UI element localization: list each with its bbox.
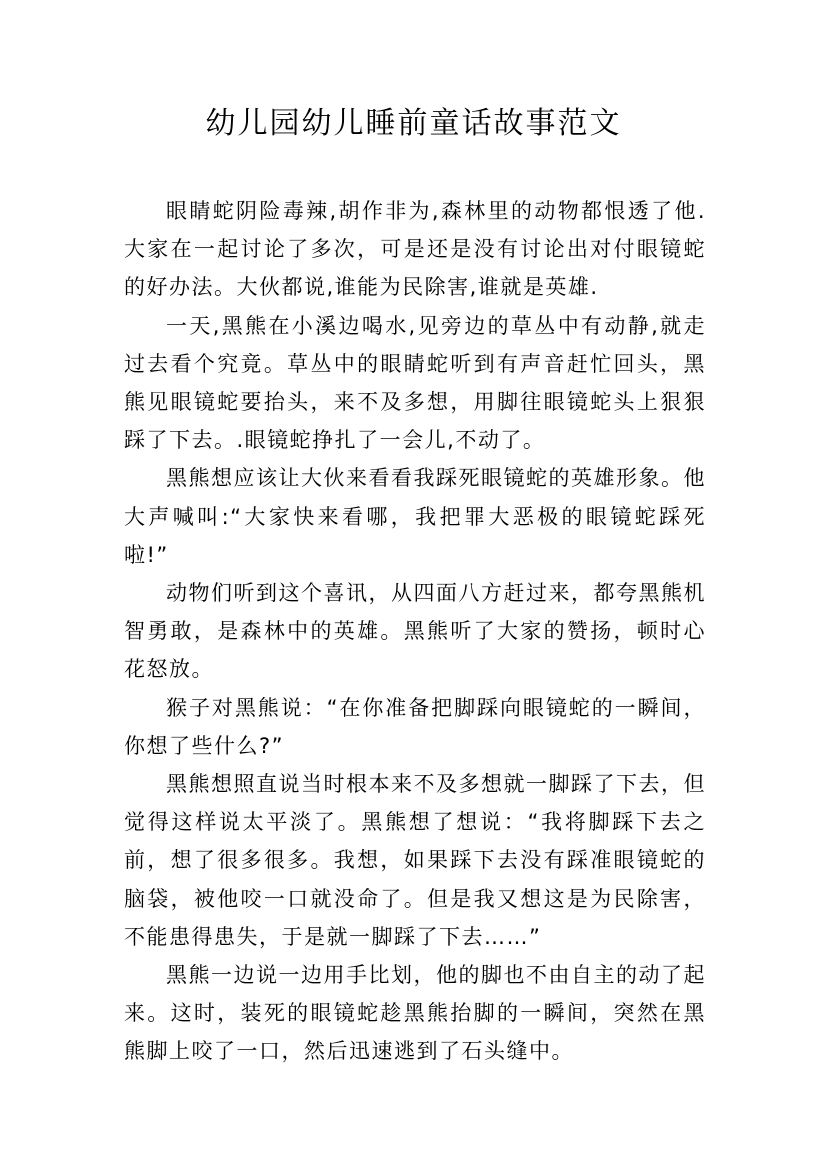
paragraph: 黑熊想应该让大伙来看看我踩死眼镜蛇的英雄形象。他大声喊叫:“大家快来看哪，我把罪大恶极的眼镜蛇踩死啦!” [124,466,706,567]
paragraph: 眼睛蛇阴险毒辣,胡作非为,森林里的动物都恨透了他.大家在一起讨论了多次，可是还是没有讨论出对付眼镜蛇的好办法。大伙都说,谁能为民除害,谁就是英雄. [124,199,706,300]
paragraph: 黑熊想照直说当时根本来不及多想就一脚踩了下去，但觉得这样说太平淡了。黑熊想了想说：“我将脚踩下去之前，想了很多很多。我想，如果踩下去没有踩准眼镜蛇的脑袋，被他咬一口就没命了。但是我又想这是为民除害，不能患得患失，于是就一脚踩了下去……” [124,772,706,949]
paragraph: 黑熊一边说一边用手比划，他的脚也不由自主的动了起来。这时，装死的眼镜蛇趁黑熊抬脚的一瞬间，突然在黑熊脚上咬了一口，然后迅速逃到了石头缝中。 [124,963,706,1064]
story-body [124,192,706,1071]
document-title: 幼儿园幼儿睡前童话故事范文 [205,106,622,141]
paragraph: 猴子对黑熊说：“在你准备把脚踩向眼镜蛇的一瞬间，你想了些什么?” [124,695,706,758]
paragraph: 动物们听到这个喜讯，从四面八方赶过来，都夸黑熊机智勇敢，是森林中的英雄。黑熊听了大家的赞扬，顿时心花怒放。 [124,581,706,682]
paragraph: 一天,黑熊在小溪边喝水,见旁边的草丛中有动静,就走过去看个究竟。草丛中的眼睛蛇听到有声音赶忙回头，黑熊见眼镜蛇要抬头，来不及多想，用脚往眼镜蛇头上狠狠踩了下去。.眼镜蛇挣扎了一会儿,不动了。 [124,313,706,453]
